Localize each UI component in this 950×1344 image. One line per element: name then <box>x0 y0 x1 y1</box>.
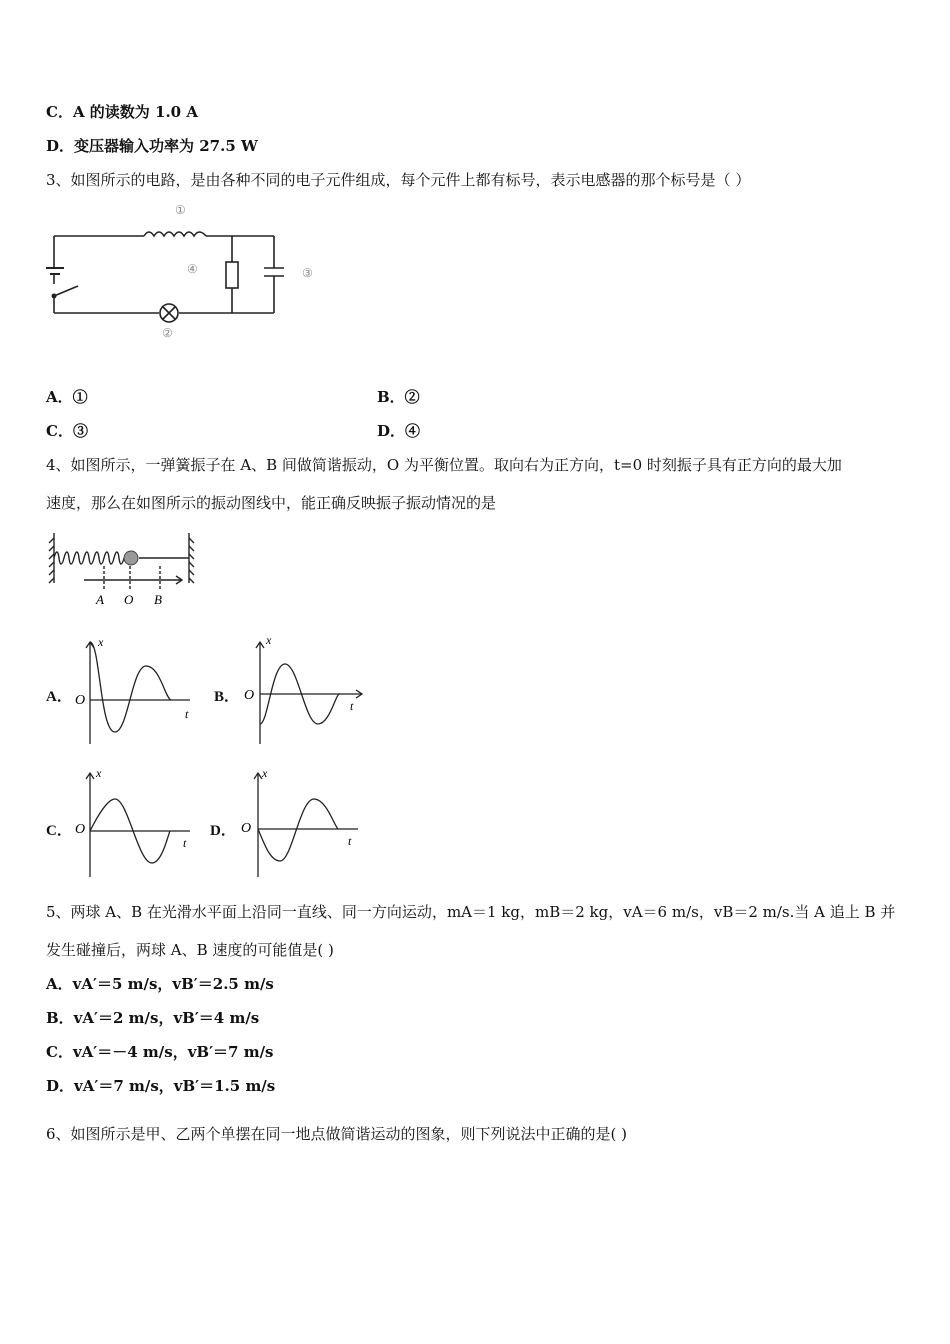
graph-a-t: t <box>185 707 189 721</box>
inductor-symbol <box>144 232 206 236</box>
q3-option-b: B．② <box>377 388 420 406</box>
resistor-symbol <box>226 262 238 288</box>
graph-d-origin: O <box>241 821 252 836</box>
q5-option-a: A．vA′＝5 m/s，vB′＝2.5 m/s <box>46 975 274 993</box>
graph-b-t: t <box>350 699 354 713</box>
graph-a-x: x <box>98 635 104 649</box>
circuit-diagram <box>44 200 324 345</box>
oscillator-ball <box>124 551 138 565</box>
spring <box>54 552 124 564</box>
q3-option-a: A．① <box>46 388 88 406</box>
graph-c-x: x <box>96 766 102 780</box>
point-o-label: O <box>124 592 134 607</box>
graph-d-x: x <box>262 766 268 780</box>
q4-option-b-label: B． <box>214 689 240 705</box>
graph-b <box>240 632 370 747</box>
q3-stem: 3、如图所示的电路，是由各种不同的电子元件组成，每个元件上都有标号，表示电感器的那个标号是（ ） <box>46 171 751 189</box>
q4-stem-2: 速度，那么在如图所示的振动图线中，能正确反映振子振动情况的是 <box>46 494 497 512</box>
q3-option-d: D．④ <box>377 422 421 440</box>
graph-a <box>70 632 200 747</box>
q4-option-c-label: C． <box>46 823 72 839</box>
label-4: ④ <box>187 262 198 276</box>
q4-stem-1: 4、如图所示，一弹簧振子在 A、B 间做简谐振动，O 为平衡位置。取向右为正方向，t=0 时刻振子具有正方向的最大加 <box>46 456 842 474</box>
q2-option-d: D．变压器输入功率为 27.5 W <box>46 137 258 155</box>
point-a-label: A <box>96 592 104 607</box>
label-3: ③ <box>302 266 313 280</box>
q4-option-a-label: A． <box>46 689 72 705</box>
graph-c-origin: O <box>75 822 86 837</box>
q4-option-d-label: D． <box>210 823 236 839</box>
spring-oscillator-diagram <box>44 528 199 608</box>
q2-option-c: C．A 的读数为 1.0 A <box>46 103 198 121</box>
graph-a-origin: O <box>75 693 86 708</box>
q5-option-c: C．vA′＝－4 m/s，vB′＝7 m/s <box>46 1043 274 1061</box>
graph-d-t: t <box>348 834 352 848</box>
q3-option-c: C．③ <box>46 422 88 440</box>
graph-d <box>238 765 368 880</box>
label-1: ① <box>175 203 186 217</box>
q5-stem-1: 5、两球 A、B 在光滑水平面上沿同一直线、同一方向运动，mA＝1 kg，mB＝2 kg，vA＝6 m/s，vB＝2 m/s.当 A 追上 B 并 <box>46 903 896 921</box>
graph-c-t: t <box>183 836 187 850</box>
q5-option-b: B．vA′＝2 m/s，vB′＝4 m/s <box>46 1009 260 1027</box>
graph-b-x: x <box>266 633 272 647</box>
q6-stem: 6、如图所示是甲、乙两个单摆在同一地点做简谐运动的图象，则下列说法中正确的是( ) <box>46 1125 628 1143</box>
point-b-label: B <box>154 592 162 607</box>
graph-c <box>70 765 200 880</box>
q5-stem-2: 发生碰撞后，两球 A、B 速度的可能值是( ) <box>46 941 334 959</box>
label-2: ② <box>162 326 173 340</box>
q5-option-d: D．vA′＝7 m/s，vB′＝1.5 m/s <box>46 1077 276 1095</box>
graph-b-origin: O <box>244 688 255 703</box>
